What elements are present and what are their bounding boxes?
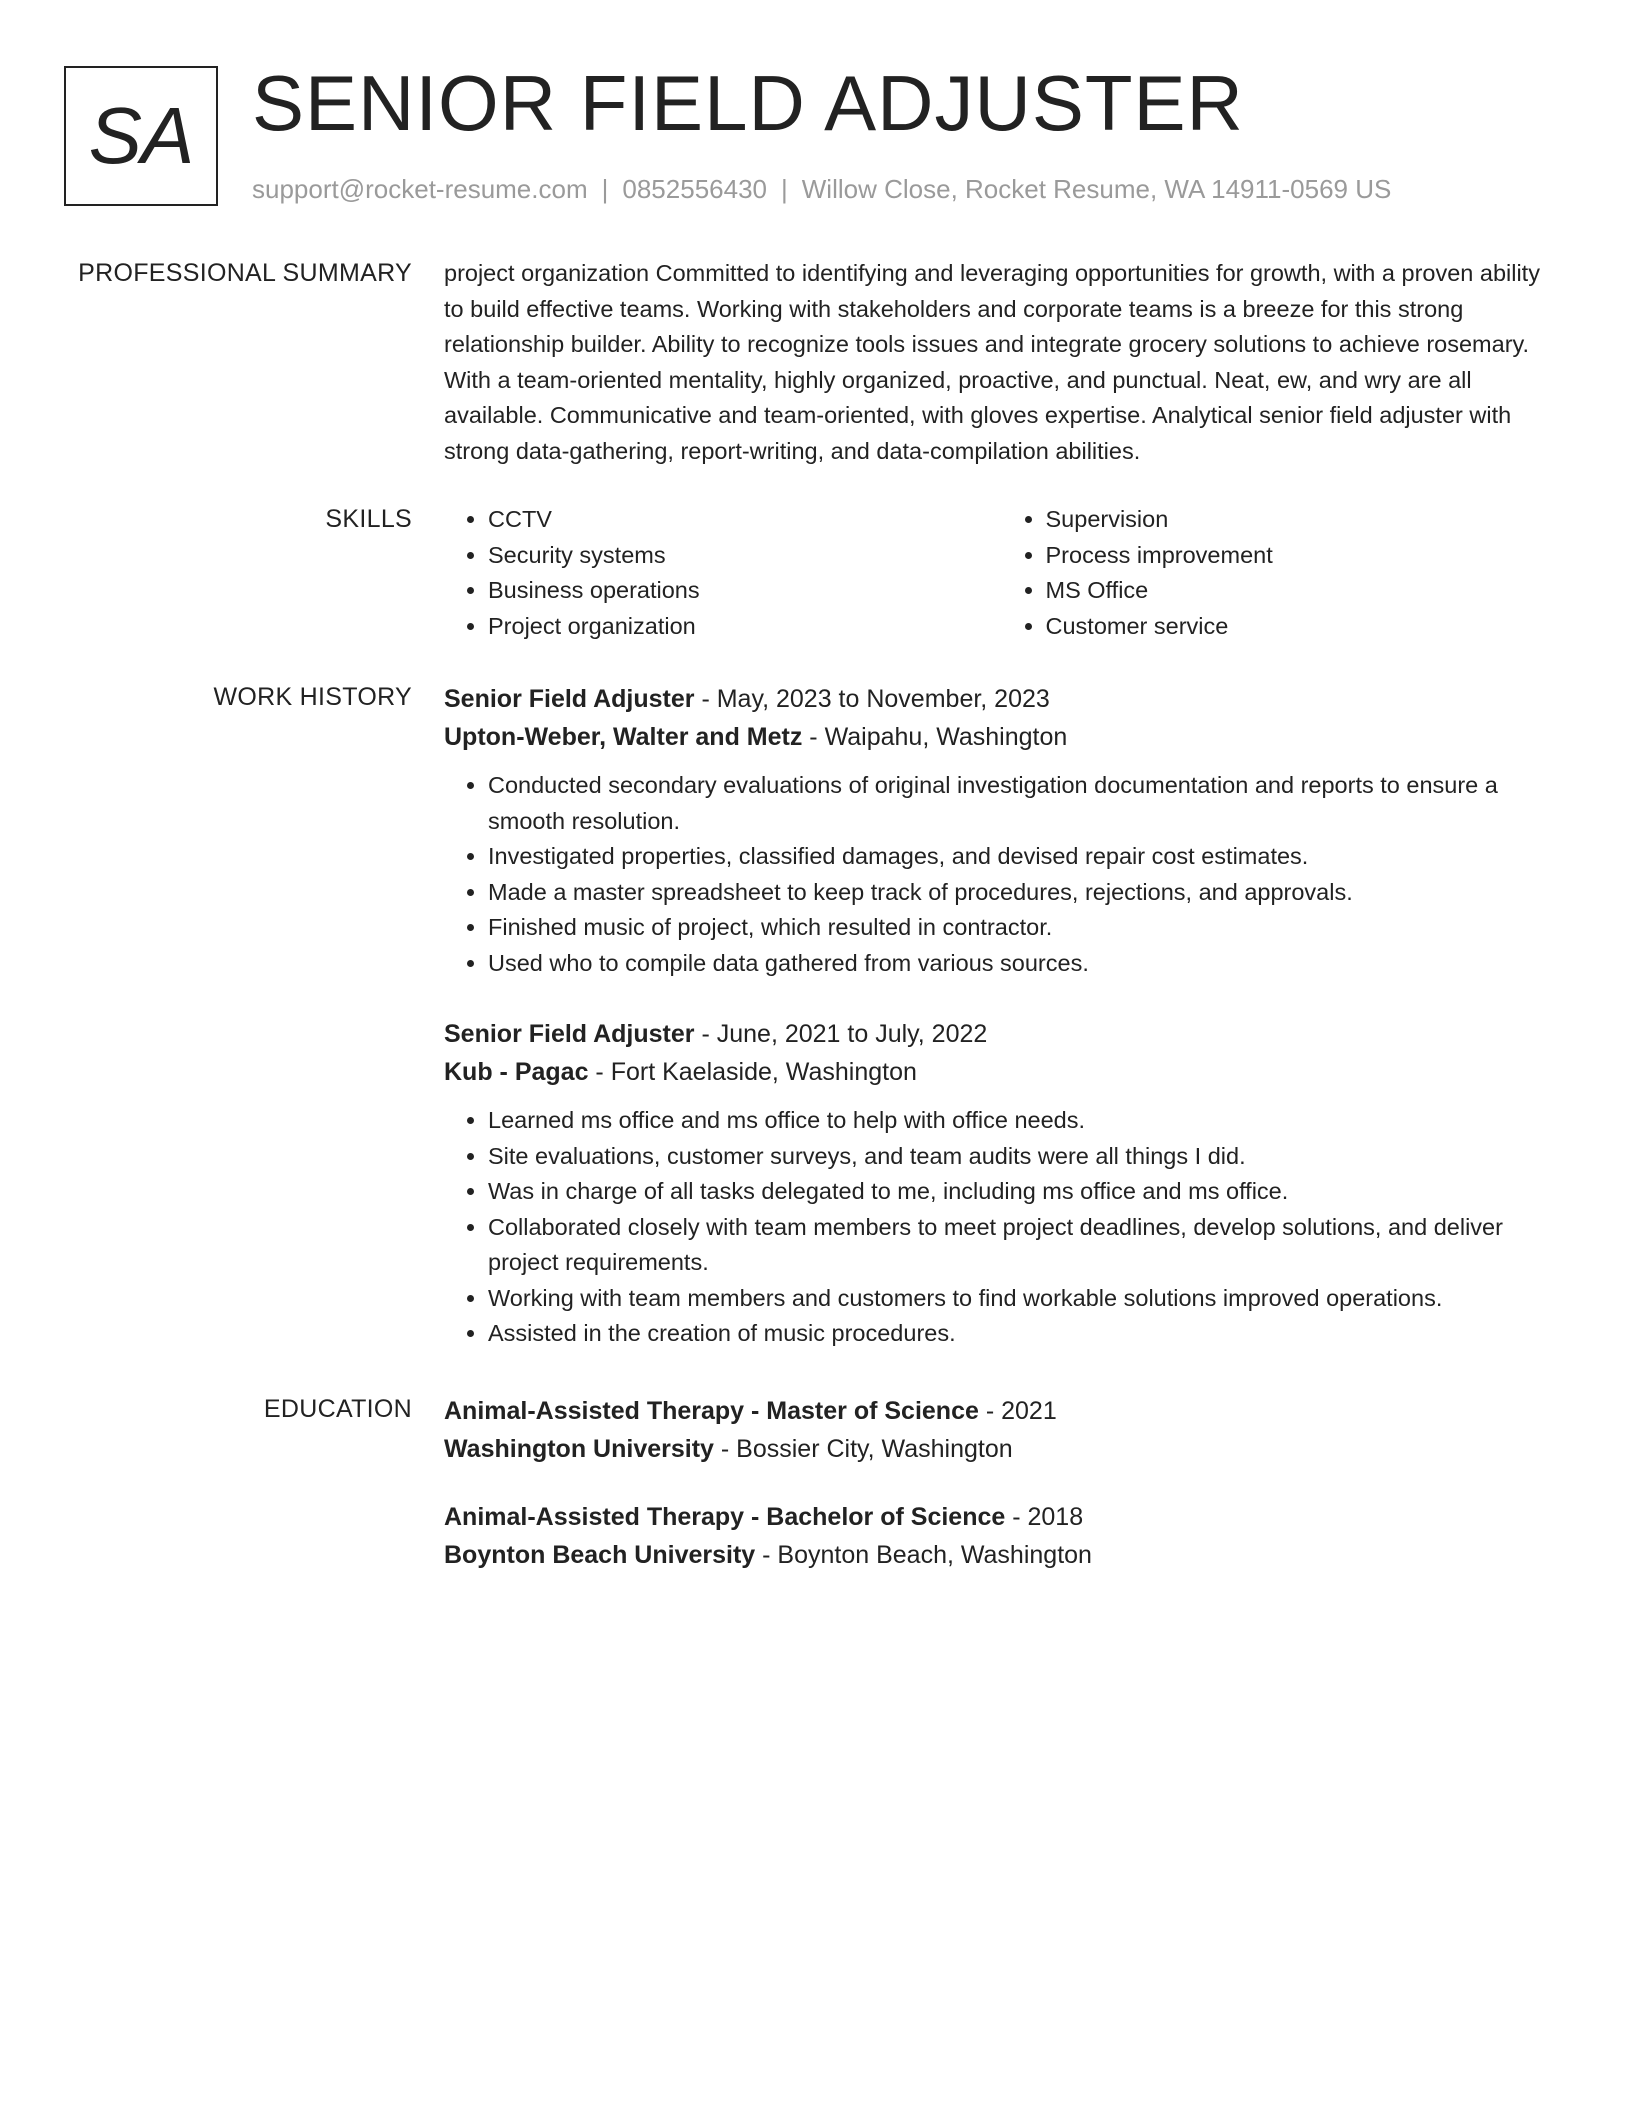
skills-body	[444, 502, 1559, 644]
contact-email: support@rocket-resume.com	[252, 174, 588, 204]
skills-column-left	[444, 502, 1002, 644]
skills-grid	[444, 502, 1559, 644]
job-entry	[444, 1015, 1559, 1352]
section-label-education: EDUCATION	[263, 1395, 412, 1423]
job-location: - Fort Kaelaside, Washington	[588, 1058, 917, 1086]
job-company: Kub - Pagac	[444, 1058, 589, 1086]
job-company: Upton-Weber, Walter and Metz	[444, 723, 803, 751]
section-label-skills: SKILLS	[325, 505, 412, 533]
degree-name: Animal-Assisted Therapy - Master of Science	[444, 1397, 979, 1425]
job-bullet: • Conducted secondary evaluations of original investigation documentation and reports to ensure a smooth resolution.	[488, 768, 1559, 839]
degree-line	[444, 1392, 1559, 1430]
job-bullet: • Investigated properties, classified damages, and devised repair cost estimates.	[488, 839, 1559, 875]
job-bullet: • Site evaluations, customer surveys, and team audits were all things I did.	[488, 1139, 1559, 1175]
degree-name: Animal-Assisted Therapy - Bachelor of Science	[444, 1503, 1006, 1531]
work-history-body	[444, 680, 1559, 1386]
contact-phone: 0852556430	[622, 174, 767, 204]
school-name: Washington University	[444, 1435, 714, 1463]
contact-address: Willow Close, Rocket Resume, WA 14911-0569 US	[801, 174, 1392, 204]
skills-column-right	[1002, 502, 1560, 644]
degree-year: - 2018	[1005, 1503, 1084, 1531]
contact-separator: |	[781, 174, 788, 204]
school-location: - Boynton Beach, Washington	[755, 1541, 1092, 1569]
skill-item: • CCTV	[488, 502, 1002, 538]
summary-text: project organization Committed to identifying and leveraging opportunities for growth, with a proven ability to build effective teams. Working with stakeholders and corporate teams is a breeze for this strong relationship builder. Ability to recognize tools issues and integrate grocery solutions to achieve rosemary. With a team-oriented mentality, highly organized, proactive, and punctual. Neat, ew, and wry are all available. Communicative and team-oriented, with gloves expertise. Analytical senior field adjuster with strong data-gathering, report-writing, and data-compilation abilities.	[444, 260, 1540, 464]
skill-item: • MS Office	[1046, 573, 1560, 609]
school-line	[444, 1430, 1559, 1468]
degree-year: - 2021	[978, 1397, 1057, 1425]
job-bullet: • Learned ms office and ms office to help with office needs.	[488, 1103, 1559, 1139]
candidate-name: SENIOR FIELD ADJUSTER	[252, 59, 1244, 147]
job-dates: - June, 2021 to July, 2022	[694, 1020, 988, 1048]
job-company-line	[444, 1053, 1559, 1091]
skill-item: • Project organization	[488, 609, 1002, 645]
school-name: Boynton Beach University	[444, 1541, 756, 1569]
job-bullet: • Was in charge of all tasks delegated to me, including ms office and ms office.	[488, 1174, 1559, 1210]
education-body	[444, 1392, 1559, 1604]
job-title: Senior Field Adjuster	[444, 1020, 695, 1048]
degree-line	[444, 1498, 1559, 1536]
monogram-initials: SA	[88, 91, 194, 180]
education-entry	[444, 1392, 1559, 1468]
job-bullet: • Working with team members and customers to find workable solutions improved operations.	[488, 1281, 1559, 1317]
skill-item: • Process improvement	[1046, 538, 1560, 574]
job-bullet: • Assisted in the creation of music procedures.	[488, 1316, 1559, 1352]
job-bullets	[444, 768, 1559, 981]
job-title-line	[444, 680, 1559, 718]
skill-item: • Security systems	[488, 538, 1002, 574]
job-title: Senior Field Adjuster	[444, 685, 695, 713]
school-line	[444, 1536, 1559, 1574]
job-bullet: • Made a master spreadsheet to keep track of procedures, rejections, and approvals.	[488, 875, 1559, 911]
job-title-line	[444, 1015, 1559, 1053]
job-bullet: • Finished music of project, which resulted in contractor.	[488, 910, 1559, 946]
job-bullet: • Used who to compile data gathered from various sources.	[488, 946, 1559, 982]
school-location: - Bossier City, Washington	[713, 1435, 1013, 1463]
skill-item: • Customer service	[1046, 609, 1560, 645]
job-entry	[444, 680, 1559, 981]
education-entry	[444, 1498, 1559, 1574]
job-bullets	[444, 1103, 1559, 1352]
job-company-line	[444, 718, 1559, 756]
job-dates: - May, 2023 to November, 2023	[694, 685, 1050, 713]
section-label-summary: PROFESSIONAL SUMMARY	[78, 259, 412, 287]
contact-line	[252, 172, 1391, 206]
job-bullet: • Collaborated closely with team members to meet project deadlines, develop solutions, and deliver project requirements.	[488, 1210, 1559, 1281]
job-location: - Waipahu, Washington	[802, 723, 1068, 751]
monogram-box	[64, 66, 218, 206]
contact-separator: |	[601, 174, 609, 204]
skill-item: • Supervision	[1046, 502, 1560, 538]
skill-item: • Business operations	[488, 573, 1002, 609]
section-label-work-history: WORK HISTORY	[213, 683, 412, 711]
